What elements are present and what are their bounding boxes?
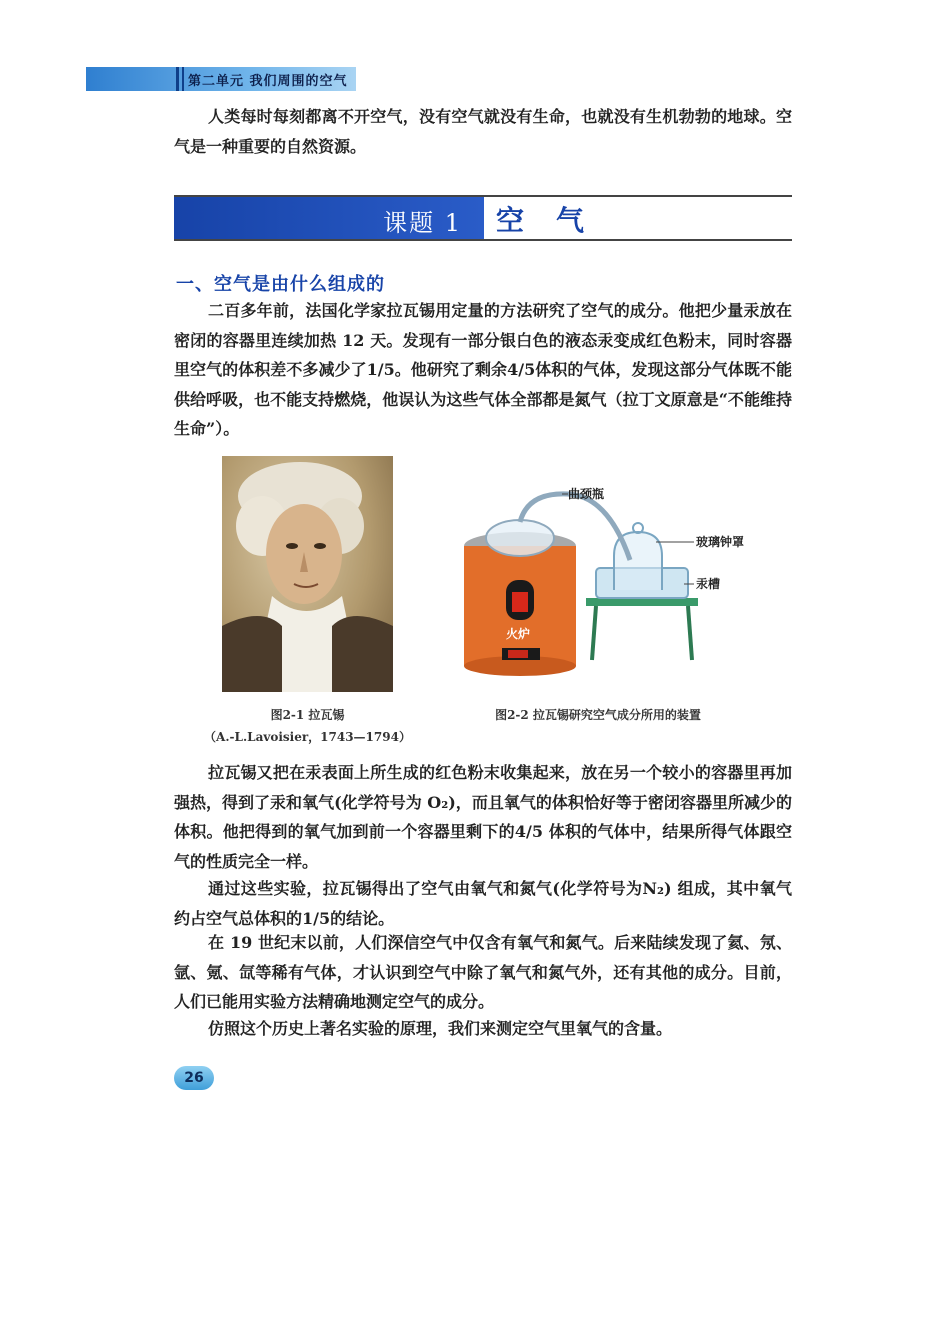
- paragraph-5: 仿照这个历史上著名实验的原理，我们来测定空气里氧气的含量。: [208, 1019, 673, 1038]
- retort: [486, 520, 554, 556]
- unit-header: [86, 67, 356, 91]
- table-top: [586, 598, 698, 606]
- paragraph-4: 在 19 世纪末以前，人们深信空气中仅含有氧气和氮气。后来陆续发现了氦、氖、氩、氪、氙等稀有气体，才认识到空气中除了氧气和氮气外，还有其他的成分。目前，人们已能用实验方法精确地测定空气的成分。: [174, 933, 792, 1011]
- topic-banner: [174, 195, 792, 241]
- banner-rule-bottom: [174, 239, 792, 241]
- page-number: 26: [174, 1066, 214, 1090]
- paragraph-3: 通过这些实验，拉瓦锡得出了空气由氧气和氮气(化学符号为N₂) 组成，其中氧气约占空气总体积的1/5的结论。: [174, 879, 792, 928]
- label-trough: 汞槽: [696, 577, 721, 591]
- figure1-subcaption: （A.-L.Lavoisier，1743—1794）: [204, 730, 411, 744]
- apparatus-illustration: [458, 480, 778, 680]
- topic-name: 空气: [496, 204, 617, 237]
- banner-blue-block: [174, 197, 484, 239]
- header-divider: [182, 67, 184, 91]
- unit-title: 第二单元 我们周围的空气: [188, 74, 348, 89]
- header-divider: [176, 67, 179, 91]
- section-heading: 一、空气是由什么组成的: [176, 274, 385, 295]
- paragraph-2: 拉瓦锡又把在汞表面上所生成的红色粉末收集起来，放在另一个较小的容器里再加强热，得到了汞和氧气(化学符号为 O₂)，而且氧气的体积恰好等于密闭容器里所减少的体积。他把得到的氧气加到前一个容器里剩下的4/5 体积的气体中，结果所得气体跟空气的性质完全一样。: [174, 763, 792, 871]
- figure1-caption: 图2-1 拉瓦锡: [270, 708, 345, 722]
- lavoisier-portrait: [222, 456, 393, 692]
- topic-number: 课题 1: [383, 209, 462, 237]
- portrait-illustration: [222, 456, 393, 692]
- paragraph-1: 二百多年前，法国化学家拉瓦锡用定量的方法研究了空气的成分。他把少量汞放在密闭的容器里连续加热 12 天。发现有一部分银白色的液态汞变成红色粉末，同时容器里空气的体积差不多减少了1/5。他研究了剩余4/5体积的气体，发现这部分气体既不能供给呼吸，也不能支持燃烧，他误认为这些气体全部都是氮气（拉丁文原意是“不能维持生命”）。: [174, 301, 792, 438]
- label-bell-jar: 玻璃钟罩: [696, 535, 745, 549]
- intro-paragraph: 人类每时每刻都离不开空气，没有空气就没有生命，也就没有生机勃勃的地球。空气是一种重要的自然资源。: [174, 107, 792, 156]
- label-furnace: 火炉: [506, 627, 531, 641]
- apparatus-figure: [458, 480, 778, 680]
- label-retort: 曲颈瓶: [568, 487, 605, 501]
- figure2-caption: 图2-2 拉瓦锡研究空气成分所用的装置: [495, 708, 701, 722]
